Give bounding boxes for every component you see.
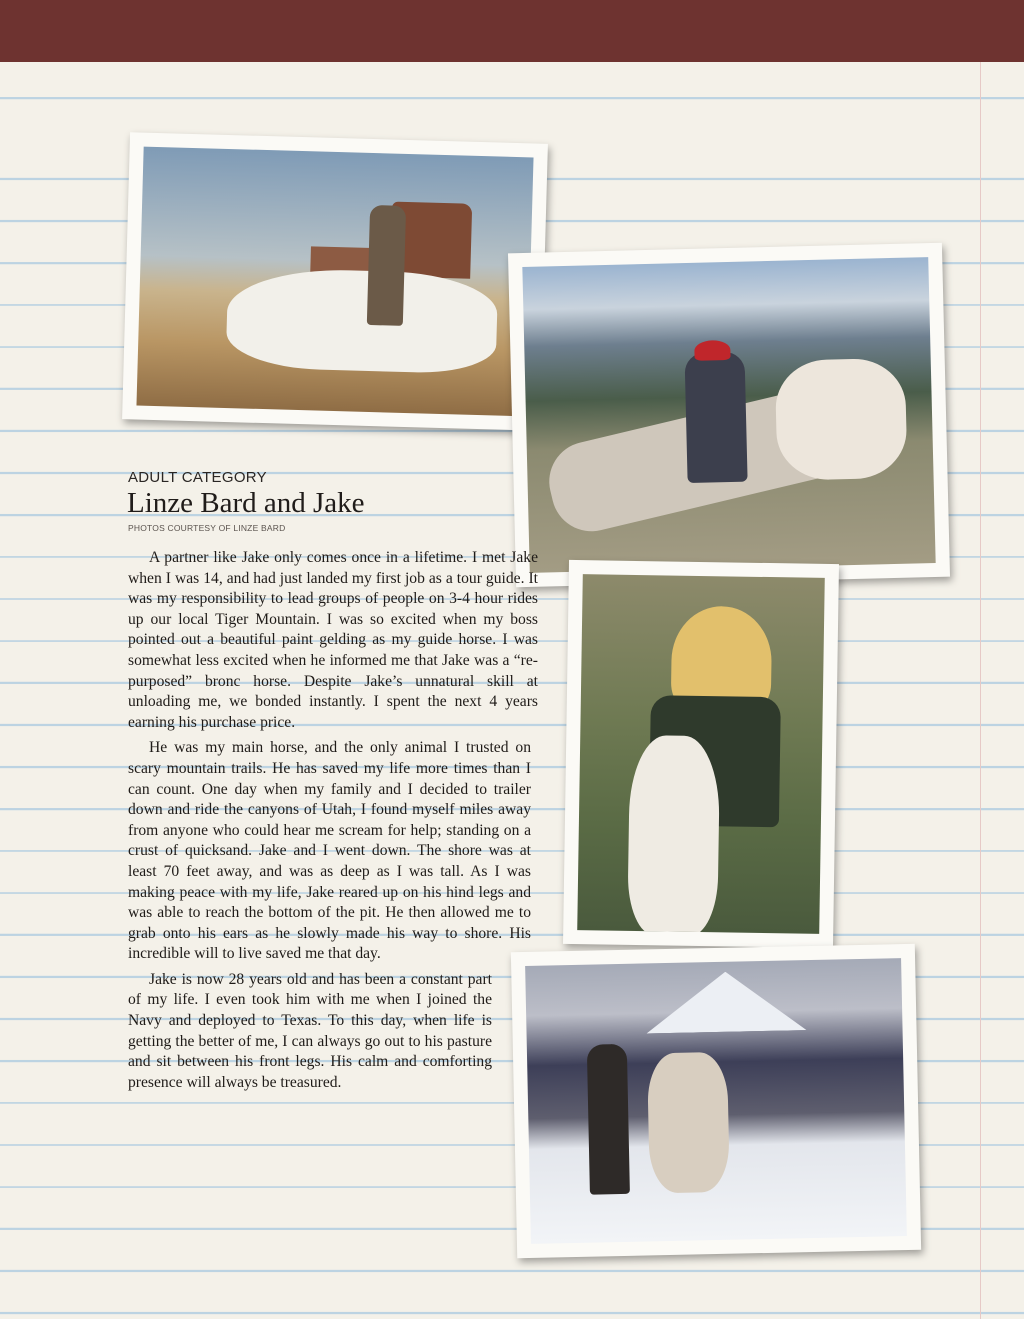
photo-person-walking (587, 1044, 630, 1195)
photo-paint-horse (775, 358, 908, 481)
photo-paint-horse (226, 267, 499, 374)
photo-mountain-log-image (522, 257, 935, 573)
margin-line (980, 62, 981, 1319)
header-band (0, 0, 1024, 62)
article-paragraph: Jake is now 28 years old and has been a constant part of my life. I even took him with me when I joined the Navy and deployed to Texas. To this day, when life is getting the better of me, I can always go out to his pasture and sit between his front legs. His calm and comforting presence will always be treasured. (128, 970, 492, 1091)
article-body (128, 548, 538, 1098)
photo-red-bandana (694, 340, 730, 361)
photo-snow-trail (511, 944, 921, 1258)
photo-snow-trail-image (525, 958, 907, 1244)
photo-desert-ride-image (136, 147, 533, 417)
photo-credit: PHOTOS COURTESY OF LINZE BARD (128, 523, 286, 533)
photo-paint-horse (647, 1052, 730, 1194)
photo-portrait-ride-image (577, 574, 825, 934)
photo-rider (367, 205, 406, 326)
photo-mountain-log (508, 243, 950, 588)
article-paragraph: He was my main horse, and the only animal I trusted on scary mountain trails. He has saved my life more times than I can count. One day when my family and I decided to trailer down and ride the canyons of Utah, I found myself miles away from anyone who could hear me scream for help; standing on a crust of quicksand. Jake and I went down. The shore was at least 70 feet away, and was as deep as I was tall. As I was making peace with my life, Jake reared up on his hind legs and was able to reach the bottom of the pit. He then allowed me to grab onto his ears as he slowly made his way to shore. His incredible will to live saved me that day. (128, 739, 531, 963)
photo-paint-horse (627, 735, 720, 934)
article-title: Linze Bard and Jake (127, 487, 365, 519)
photo-portrait-ride (563, 560, 839, 948)
article-paragraph: A partner like Jake only comes once in a lifetime. I met Jake when I was 14, and had just landed my first job as a tour guide. It was my responsibility to lead groups of people on 3-4 hour rides up our local Tiger Mountain. I was so excited when my boss pointed out a beautiful paint gelding as my guide horse. I was somewhat less excited when he informed me that Jake was a “re-purposed” bronc horse. Despite Jake’s unnatural skill at unloading me, we bonded instantly. I spent the next 4 years earning his purchase price. (128, 549, 538, 731)
article-category: ADULT CATEGORY (128, 469, 267, 486)
photo-desert-ride (122, 132, 548, 431)
photo-snowy-peak (645, 970, 806, 1033)
photo-rider (684, 352, 747, 483)
